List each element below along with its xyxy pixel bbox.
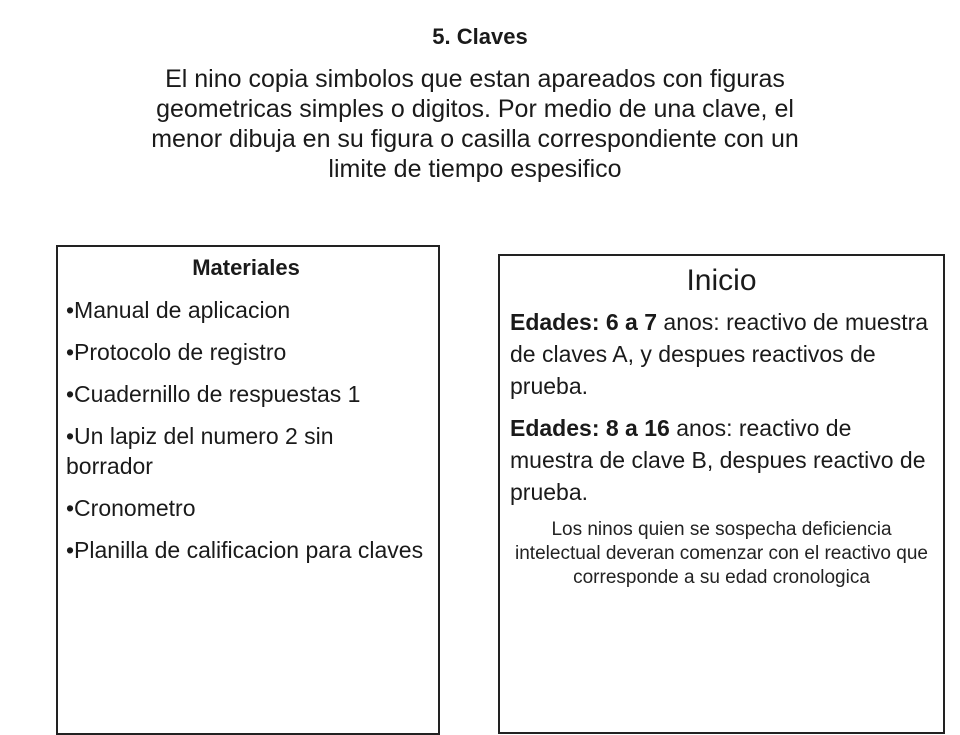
inicio-box: [498, 254, 945, 734]
ages-8-16-text: anos: reactivo de muestra de clave B, despues reactivo de prueba.: [510, 415, 926, 505]
materials-item: •Cuadernillo de respuestas 1: [66, 381, 361, 407]
slide-title: 5. Claves: [432, 24, 528, 49]
materials-box: [56, 245, 440, 735]
intellectual-deficiency-note: Los ninos quien se sospecha deficiencia intelectual deveran comenzar con el reactivo que corresponde a su edad cronologica: [515, 519, 928, 588]
ages-8-16-paragraph: [510, 412, 933, 508]
inicio-heading: Inicio: [686, 264, 757, 297]
intro-description: El nino copia simbolos que estan apareados con figuras geometricas simples o digitos. Por medio de una clave, el menor dibuja en su figura o casilla correspondiente con un limite de tiempo espesifico: [151, 65, 799, 183]
ages-6-7-paragraph: [510, 306, 933, 402]
materials-heading: Materiales: [192, 255, 300, 280]
materials-item: •Manual de aplicacion: [66, 297, 291, 323]
materials-item: •Planilla de calificacion para claves: [66, 537, 424, 563]
ages-6-7-label: Edades: 6 a 7: [510, 309, 658, 335]
ages-6-7-text: anos: reactivo de muestra de claves A, y despues reactivos de prueba.: [510, 309, 929, 399]
materials-list: [66, 295, 426, 565]
materials-item: •Cronometro: [66, 495, 196, 521]
materials-item: •Protocolo de registro: [66, 339, 287, 365]
materials-item: •Un lapiz del numero 2 sin borrador: [66, 423, 334, 479]
ages-8-16-label: Edades: 8 a 16: [510, 415, 670, 441]
